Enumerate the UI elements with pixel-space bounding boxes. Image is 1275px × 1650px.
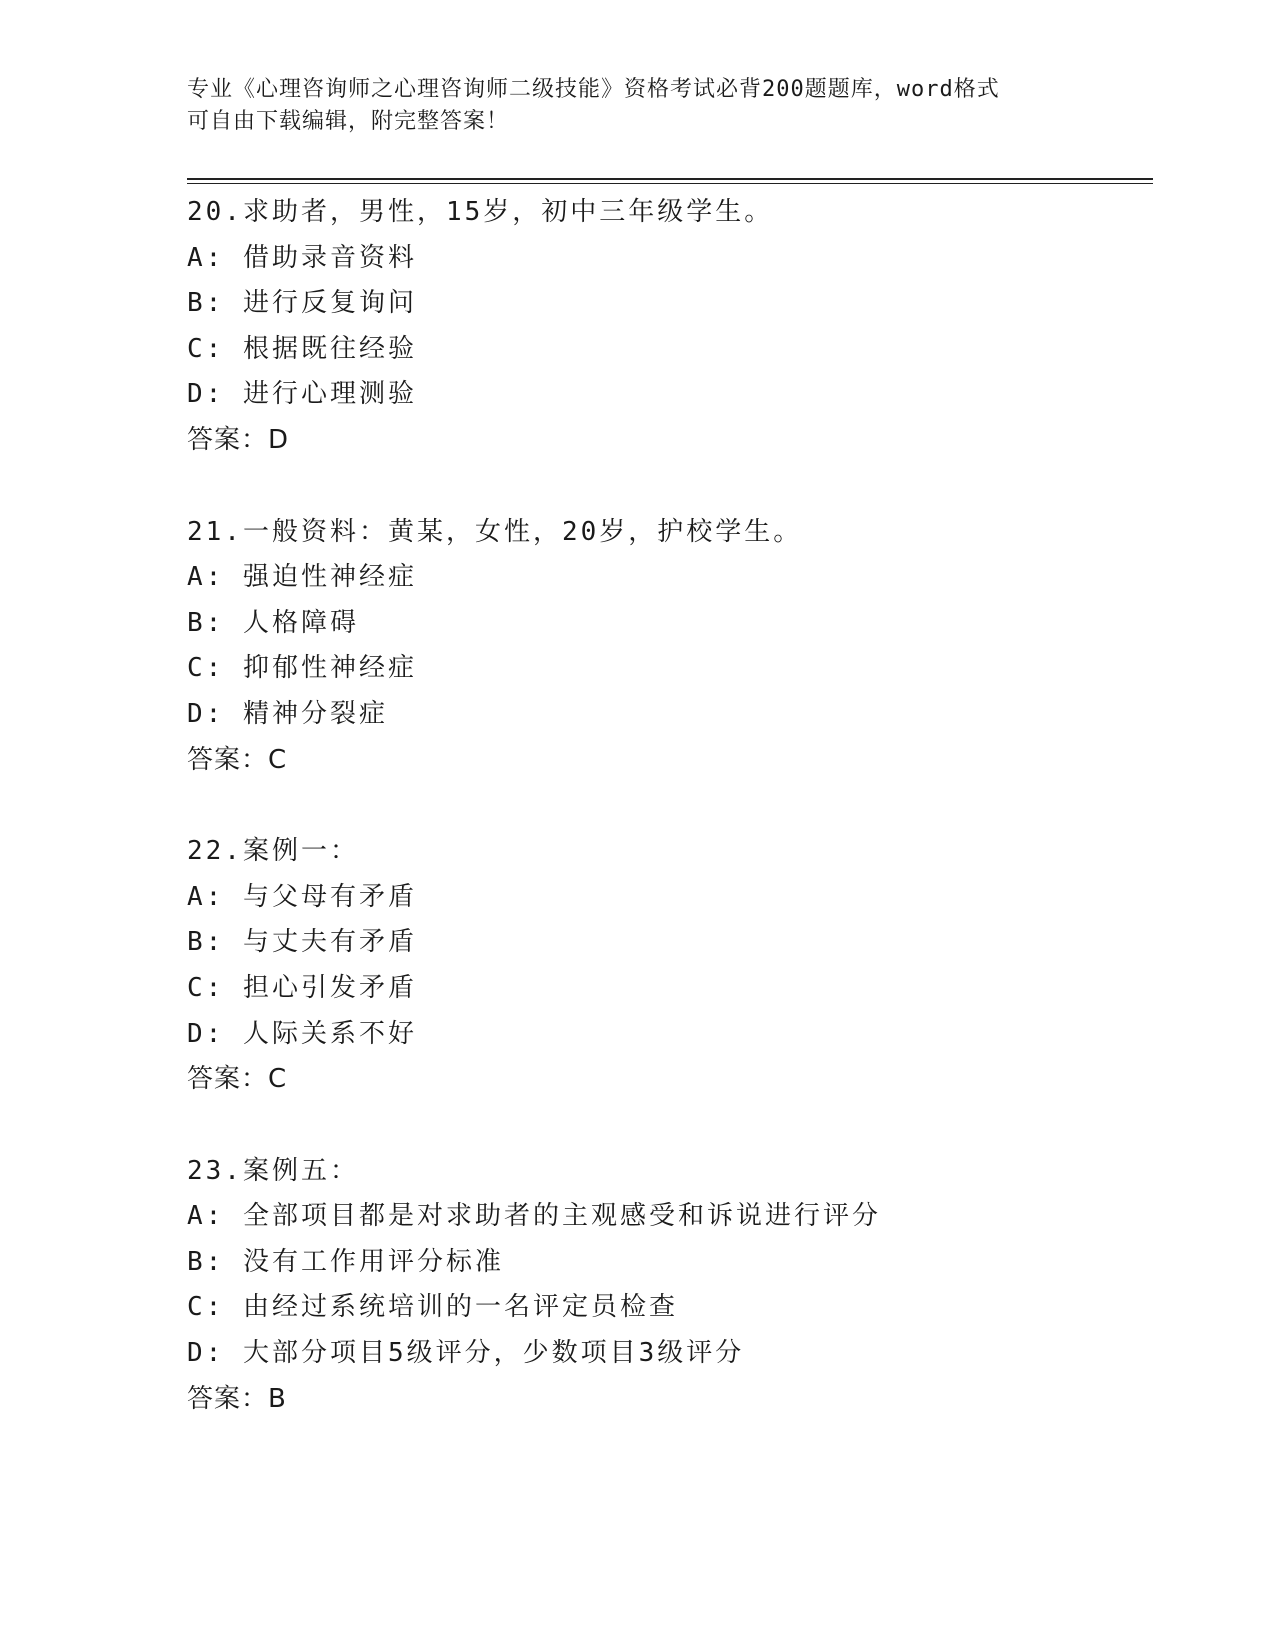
question-23	[187, 1149, 1147, 1423]
question-22	[187, 829, 1147, 1103]
answer-label: 答案：B	[187, 1383, 287, 1414]
option-a: A: 借助录音资料	[187, 242, 417, 273]
option-d: D: 大部分项目5级评分，少数项目3级评分	[187, 1338, 745, 1369]
question-20	[187, 190, 1147, 464]
option-c: C: 抑郁性神经症	[187, 653, 417, 684]
answer-label: 答案：C	[187, 1064, 288, 1095]
option-d: D: 精神分裂症	[187, 698, 388, 729]
option-a: A: 全部项目都是对求助者的主观感受和诉说进行评分	[187, 1201, 881, 1232]
option-d: D: 进行心理测验	[187, 379, 417, 410]
document-header	[187, 74, 1087, 138]
option-b: B: 进行反复询问	[187, 288, 417, 319]
header-line-1: 专业《心理咨询师之心理咨询师二级技能》资格考试必背200题题库，word格式	[187, 77, 1000, 102]
question-stem: 22.案例一：	[187, 836, 359, 867]
question-list	[187, 190, 1147, 1422]
answer-label: 答案：C	[187, 744, 288, 775]
option-c: C: 由经过系统培训的一名评定员检查	[187, 1292, 678, 1323]
header-divider-top	[187, 178, 1153, 180]
header-divider-bottom	[187, 183, 1153, 184]
option-a: A: 强迫性神经症	[187, 562, 417, 593]
answer-label: 答案：D	[187, 424, 290, 455]
option-c: C: 担心引发矛盾	[187, 972, 417, 1003]
question-stem: 21.一般资料：黄某，女性，20岁，护校学生。	[187, 516, 803, 547]
question-stem: 20.求助者，男性，15岁，初中三年级学生。	[187, 197, 774, 227]
option-b: B: 与丈夫有矛盾	[187, 927, 417, 958]
option-b: B: 人格障碍	[187, 607, 359, 638]
option-b: B: 没有工作用评分标准	[187, 1246, 504, 1277]
header-line-2: 可自由下载编辑，附完整答案！	[187, 109, 510, 134]
option-c: C: 根据既往经验	[187, 333, 417, 364]
question-21	[187, 510, 1147, 784]
option-a: A: 与父母有矛盾	[187, 881, 417, 912]
question-stem: 23.案例五：	[187, 1155, 359, 1186]
option-d: D: 人际关系不好	[187, 1018, 417, 1049]
